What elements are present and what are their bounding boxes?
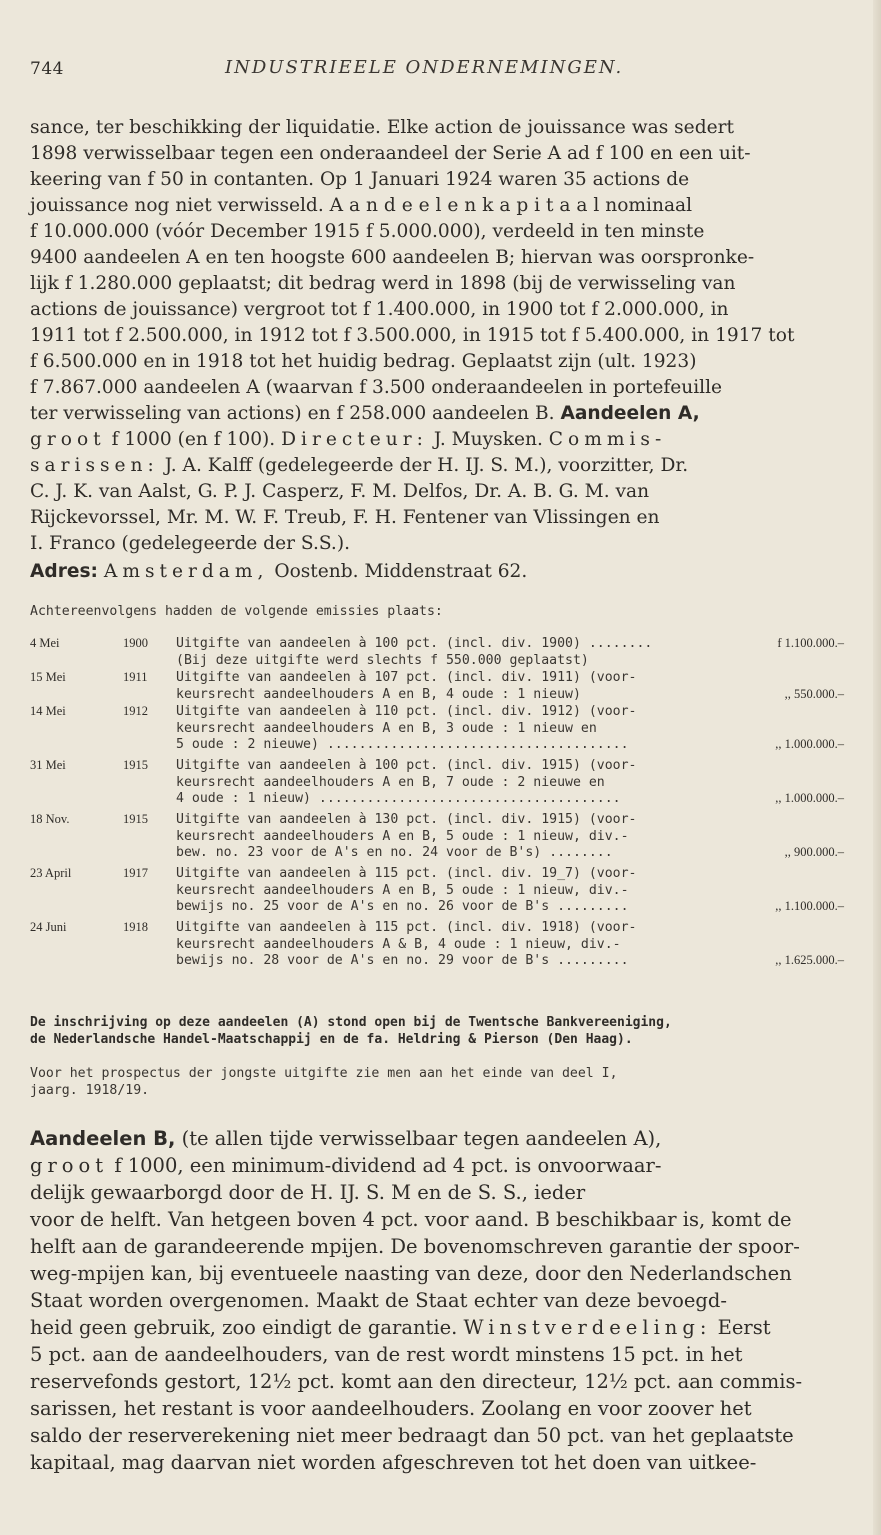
line-text: Eerst (717, 1316, 771, 1339)
emission-year: 1918 (123, 920, 148, 934)
emission-description: Uitgifte van aandeelen à 100 pct. (incl. div. 1900) ........ (176, 636, 653, 651)
emission-description: Uitgifte van aandeelen à 115 pct. (incl. div. 1918) (voor- (176, 920, 637, 935)
running-title: INDUSTRIEELE ONDERNEMINGEN. (225, 57, 624, 78)
emission-year: 1912 (123, 704, 148, 718)
emission-row (30, 866, 848, 916)
emission-description: Uitgifte van aandeelen à 110 pct. (incl. div. 1912) (voor- (176, 704, 637, 719)
text-line: C. J. K. van Aalst, G. P. J. Casperz, F. M. Delfos, Dr. A. B. G. M. van (30, 481, 650, 502)
emission-year: 1911 (123, 670, 148, 684)
emission-row (30, 758, 848, 808)
text-line (30, 429, 666, 453)
text-line: weg-mpijen kan, bij eventueele naasting van deze, door den Nederlandschen (30, 1262, 792, 1285)
emission-description: 4 oude : 1 nieuw) ...................................... (176, 791, 621, 807)
document-page (30, 0, 852, 1535)
prospectus-note: Voor het prospectus der jongste uitgifte zie men aan het einde van deel I, (30, 1066, 618, 1081)
emission-description: (Bij deze uitgifte werd slechts f 550.000 geplaatst) (176, 652, 589, 668)
emission-description: keursrecht aandeelhouders A en B, 7 oude : 2 nieuwe en (176, 774, 605, 790)
text-line (30, 455, 688, 479)
text-line: f 10.000.000 (vóór December 1915 f 5.000.000), verdeeld in ten minste (30, 221, 705, 242)
spaced-term: Winstverdeeling: (463, 1316, 712, 1339)
shares-b-heading: Aandeelen B, (30, 1127, 176, 1150)
text-line: f 6.500.000 en in 1918 tot het huidig bedrag. Geplaatst zijn (ult. 1923) (30, 351, 697, 372)
line-text: ter verwisseling van actions) en f 258.000 aandeelen B. (30, 403, 555, 424)
text-line: keering van f 50 in contanten. Op 1 Januari 1924 waren 35 actions de (30, 169, 690, 190)
shares-a-heading: Aandeelen A, (560, 403, 700, 424)
emission-description: Uitgifte van aandeelen à 107 pct. (incl. div. 1911) (voor- (176, 670, 637, 685)
emission-date: 15 Mei (30, 670, 66, 684)
emissions-intro: Achtereenvolgens hadden de volgende emissies plaats: (30, 604, 443, 619)
emission-year: 1900 (123, 636, 148, 650)
page-number: 744 (30, 59, 64, 79)
subscription-note: De inschrijving op deze aandeelen (A) stond open bij de Twentsche Bankvereeniging, (30, 1015, 672, 1030)
prospectus-note: jaarg. 1918/19. (30, 1083, 150, 1098)
text-line: lijk f 1.280.000 geplaatst; dit bedrag werd in 1898 (bij de verwisseling van (30, 273, 736, 294)
line-text: J. A. Kalff (gedelegeerde der H. IJ. S. M.), voorzitter, Dr. (164, 455, 689, 476)
text-line: sance, ter beschikking der liquidatie. Elke action de jouissance was sedert (30, 117, 734, 138)
line-text: (te allen tijde verwisselbaar tegen aandeelen A), (181, 1127, 662, 1150)
emission-amount: ,, 900.000.– (784, 845, 844, 860)
emission-amount: f 1.100.000.– (777, 636, 844, 650)
emission-description: Uitgifte van aandeelen à 115 pct. (incl. div. 19_7) (voor- (176, 866, 637, 881)
emission-year: 1915 (123, 812, 148, 826)
spaced-term: Directeur: (281, 429, 428, 450)
emission-description: bewijs no. 28 voor de A's en no. 29 voor de B's ......... (176, 953, 629, 969)
emission-description: keursrecht aandeelhouders A en B, 3 oude : 1 nieuw en (176, 720, 597, 736)
emission-year: 1917 (123, 866, 148, 880)
spaced-term: groot (30, 1154, 109, 1177)
text-line: I. Franco (gedelegeerde der S.S.). (30, 533, 351, 554)
emission-date: 24 Juni (30, 920, 67, 934)
page-header (30, 55, 852, 85)
page-edge (873, 0, 881, 1535)
text-line: 1911 tot f 2.500.000, in 1912 tot f 3.500.000, in 1915 tot f 5.400.000, in 1917 tot (30, 325, 795, 346)
emission-description: bew. no. 23 voor de A's en no. 24 voor de B's) ........ (176, 845, 613, 861)
text-line: sarissen, het restant is voor aandeelhouders. Zoolang en voor zoover het (30, 1397, 752, 1420)
subscription-note: de Nederlandsche Handel-Maatschappij en de fa. Heldring & Pierson (Den Haag). (30, 1032, 633, 1047)
emission-date: 23 April (30, 866, 72, 880)
text-line: saldo der reserverekening niet meer bedraagt dan 50 pct. van het geplaatste (30, 1424, 794, 1447)
emission-description: Uitgifte van aandeelen à 100 pct. (incl. div. 1915) (voor- (176, 758, 637, 773)
text-line: Rijckevorssel, Mr. M. W. F. Treub, F. H. Fentener van Vlissingen en (30, 507, 660, 528)
text-line: Staat worden overgenomen. Maakt de Staat echter van deze bevoegd- (30, 1289, 727, 1312)
text-line: 1898 verwisselbaar tegen een onderaandeel der Serie A ad f 100 en een uit- (30, 143, 751, 164)
text-line: 5 pct. aan de aandeelhouders, van de rest wordt minstens 15 pct. in het (30, 1343, 743, 1366)
line-text: f 1000, een minimum-dividend ad 4 pct. is onvoorwaar- (114, 1154, 662, 1177)
emission-date: 31 Mei (30, 758, 66, 772)
text-line (30, 1316, 771, 1342)
line-text: heid geen gebruik, zoo eindigt de garantie. (30, 1316, 458, 1339)
emission-row (30, 812, 848, 862)
emission-date: 14 Mei (30, 704, 66, 718)
emission-amount: ,, 1.000.000.– (775, 737, 844, 752)
emission-amount: ,, 1.100.000.– (775, 899, 844, 914)
text-line: kapitaal, mag daarvan niet worden afgeschreven tot het doen van uitkee- (30, 1451, 757, 1474)
emission-row (30, 920, 848, 970)
address-line (30, 561, 527, 585)
address-city: Amsterdam, (103, 561, 269, 582)
text-line: delijk gewaarborgd door de H. IJ. S. M en de S. S., ieder (30, 1181, 586, 1204)
text-line: voor de helft. Van hetgeen boven 4 pct. voor aand. B beschikbaar is, komt de (30, 1208, 792, 1231)
emission-description: keursrecht aandeelhouders A en B, 4 oude : 1 nieuw) (176, 686, 581, 702)
emission-row (30, 636, 848, 669)
emission-description: 5 oude : 2 nieuwe) ...................................... (176, 737, 629, 753)
spaced-term: groot (30, 429, 106, 450)
emission-amount: ,, 550.000.– (784, 686, 844, 701)
text-line (30, 403, 700, 427)
emission-description: keursrecht aandeelhouders A & B, 4 oude : 1 nieuw, div.- (176, 936, 621, 952)
emission-description: keursrecht aandeelhouders A en B, 5 oude : 1 nieuw, div.- (176, 882, 629, 898)
line-text: J. Muysken. (433, 429, 543, 450)
text-line: jouissance nog niet verwisseld. A a n d e e l e n k a p i t a a l nominaal (30, 195, 693, 216)
spaced-term: sarissen: (30, 455, 159, 476)
text-line: actions de jouissance) vergroot tot f 1.400.000, in 1900 tot f 2.000.000, in (30, 299, 729, 320)
emission-row (30, 704, 848, 754)
emission-date: 18 Nov. (30, 812, 70, 826)
emission-amount: ,, 1.000.000.– (775, 791, 844, 806)
address-street: Oostenb. Middenstraat 62. (274, 561, 528, 582)
address-label: Adres: (30, 561, 98, 582)
emission-date: 4 Mei (30, 636, 60, 650)
emission-description: Uitgifte van aandeelen à 130 pct. (incl. div. 1915) (voor- (176, 812, 637, 827)
text-line: 9400 aandeelen A en ten hoogste 600 aandeelen B; hiervan was oorspronke- (30, 247, 755, 268)
emission-amount: ,, 1.625.000.– (775, 953, 844, 968)
spaced-term: Commis- (548, 429, 667, 450)
text-line: reservefonds gestort, 12½ pct. komt aan den directeur, 12½ pct. aan commis- (30, 1370, 803, 1393)
line-text: f 1000 (en f 100). (111, 429, 276, 450)
emission-description: keursrecht aandeelhouders A en B, 5 oude : 1 nieuw, div.- (176, 828, 629, 844)
text-line (30, 1154, 661, 1180)
text-line: f 7.867.000 aandeelen A (waarvan f 3.500 onderaandeelen in portefeuille (30, 377, 723, 398)
text-line (30, 1127, 661, 1153)
text-line: helft aan de garandeerende mpijen. De bovenomschreven garantie der spoor- (30, 1235, 800, 1258)
emission-year: 1915 (123, 758, 148, 772)
emission-description: bewijs no. 25 voor de A's en no. 26 voor de B's ......... (176, 899, 629, 915)
emission-row (30, 670, 848, 703)
